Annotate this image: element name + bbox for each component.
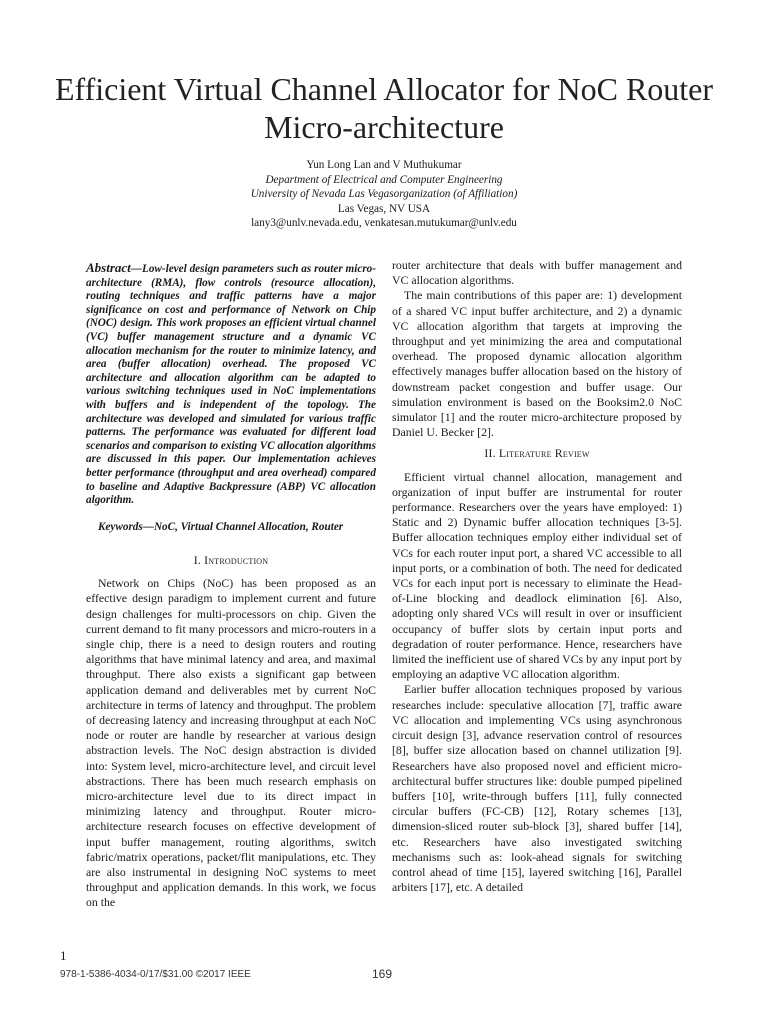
paper-title — [40, 70, 728, 146]
intro-paragraph-continued: router architecture that deals with buffer management and VC allocation algorithms. — [392, 258, 682, 288]
intro-paragraph-1: Network on Chips (NoC) has been proposed as an effective design paradigm to implement current and future design challenges for multi-processors on chip. Given the current demand to fit many processors and micro-routers in a single chip, there is a need to design routers and routing algorithms that have minimal latency and area, and maximal throughput. There also exists a significant gap between application demand and deliverables met by current NoC architecture in terms of latency and throughput. The problem of decreasing latency and increasing throughput at each NoC node or router are handle by researcher at various design abstraction levels. The NoC design abstraction is divided into: System level, micro-architecture level, and circuit level abstractions. There has been much research emphasis on micro-architecture level due to its direct impact in minimizing latency and throughput. Router micro-architecture research focuses on effective development of input buffer management, routing algorithms, switch fabric/matrix operations, packet/flit manipulations, etc. They are also instrumental in designing NoC systems to meet throughput and application demands. In this work, we focus on the — [86, 576, 376, 910]
literature-paragraph-1: Efficient virtual channel allocation, management and organization of input buffer are instrumental for router performance. Researchers over the years have employed: 1) Static and 2) Dynamic buffer allocation techniques [3-5]. Buffer allocation techniques employ either individual set of VCs for each router input port, a shared VC accessible to all input ports, or a combination of both. The need for dedicated VCs for each input port is necessary to eliminate the Head-of-Line blocking and deadlock elimination [6]. Also, adopting only shared VCs will result in over or insufficient occupancy of buffer slots by certain input ports and degradation of router performance. Hence, researchers have limited the inefficient use of shared VCs by any input port by employing an adaptive VC allocation algorithm. — [392, 469, 682, 682]
abstract-lead: Abstract — [86, 260, 131, 275]
copyright-isbn: 978-1-5386-4034-0/17/$31.00 ©2017 IEEE — [60, 969, 251, 980]
right-column — [392, 258, 682, 895]
author-university: University of Nevada Las Vegasorganization (of Affiliation) — [250, 188, 518, 201]
footnote-mark: 1 — [60, 948, 67, 963]
abstract — [86, 261, 376, 508]
section-heading-introduction: I. Introduction — [193, 552, 269, 567]
literature-paragraph-2: Earlier buffer allocation techniques proposed by various researches include: speculative allocation [7], traffic aware VC allocation and implementing VCs using asynchronous circuit design [3], advance reservation control of resources [8], buffer size allocation based on channel utilization [9]. Researchers have also proposed novel and efficient micro-architectural buffer structures like: double pumped pipelined buffers [10], write-through buffers [11], fully connected circular buffers (FC-CB) [12], Rotary schemes [13], dimension-sliced router sub-block [3], shared buffer [14], etc. Researchers have also investigated switching mechanisms such as: look-ahead signals for switching control ahead of time [15], layered switching [16], Parallel arbiters [17], etc. A detailed — [392, 682, 682, 895]
author-names: Yun Long Lan and V Muthukumar — [306, 159, 462, 171]
author-block — [84, 158, 684, 231]
left-column — [86, 261, 376, 911]
page-number: 169 — [372, 967, 393, 981]
intro-paragraph-contributions: The main contributions of this paper are: 1) development of a shared VC input buffer architecture, and 2) a dynamic VC allocation algorithm that targets at improving the throughput and yet minimizing the area and computational overhead. The proposed dynamic allocation algorithm effectively manages buffer allocation based on the history of downstream packet congestion and buffer usage. Our simulation environment is based on the Booksim2.0 NoC simulator [1] and the router micro-architecture proposed by Daniel U. Becker [2]. — [392, 288, 682, 440]
author-emails: lany3@unlv.nevada.edu, venkatesan.mutukumar@unlv.edu — [251, 217, 517, 230]
section-heading-literature-review: II. Literature Review — [484, 446, 590, 461]
abstract-text: —Low-level design parameters such as router micro-architecture (RMA), flow controls (resource allocation), routing techniques and traffic patterns have a major significance on cost and performance of Network on Chip (NOC) design. This work proposes an efficient virtual channel (VC) buffer management structure and a dynamic VC allocation mechanism for the router to minimize latency, and area (buffer allocation) overhead. The proposed VC architecture and allocation algorithm can be adapted to various switching techniques used in NoC implementations with buffers and is independent of the topology. The architecture was developed and simulated for various traffic patterns. The performance was evaluated for different load scenarios and comparison to existing VC allocation algorithms are discussed in this paper. Our implementation achieves better performance (throughput and area overhead) compared to baseline and Adaptive Backpressure (ABP) VC allocation algorithm. — [86, 263, 376, 507]
keywords: Keywords—NoC, Virtual Channel Allocation, Router — [98, 520, 344, 533]
title-line-1: Efficient Virtual Channel Allocator for NoC Router — [54, 71, 714, 107]
author-department: Department of Electrical and Computer Engineering — [265, 173, 503, 186]
author-location: Las Vegas, NV USA — [337, 202, 431, 215]
title-line-2: Micro-architecture — [264, 109, 504, 145]
